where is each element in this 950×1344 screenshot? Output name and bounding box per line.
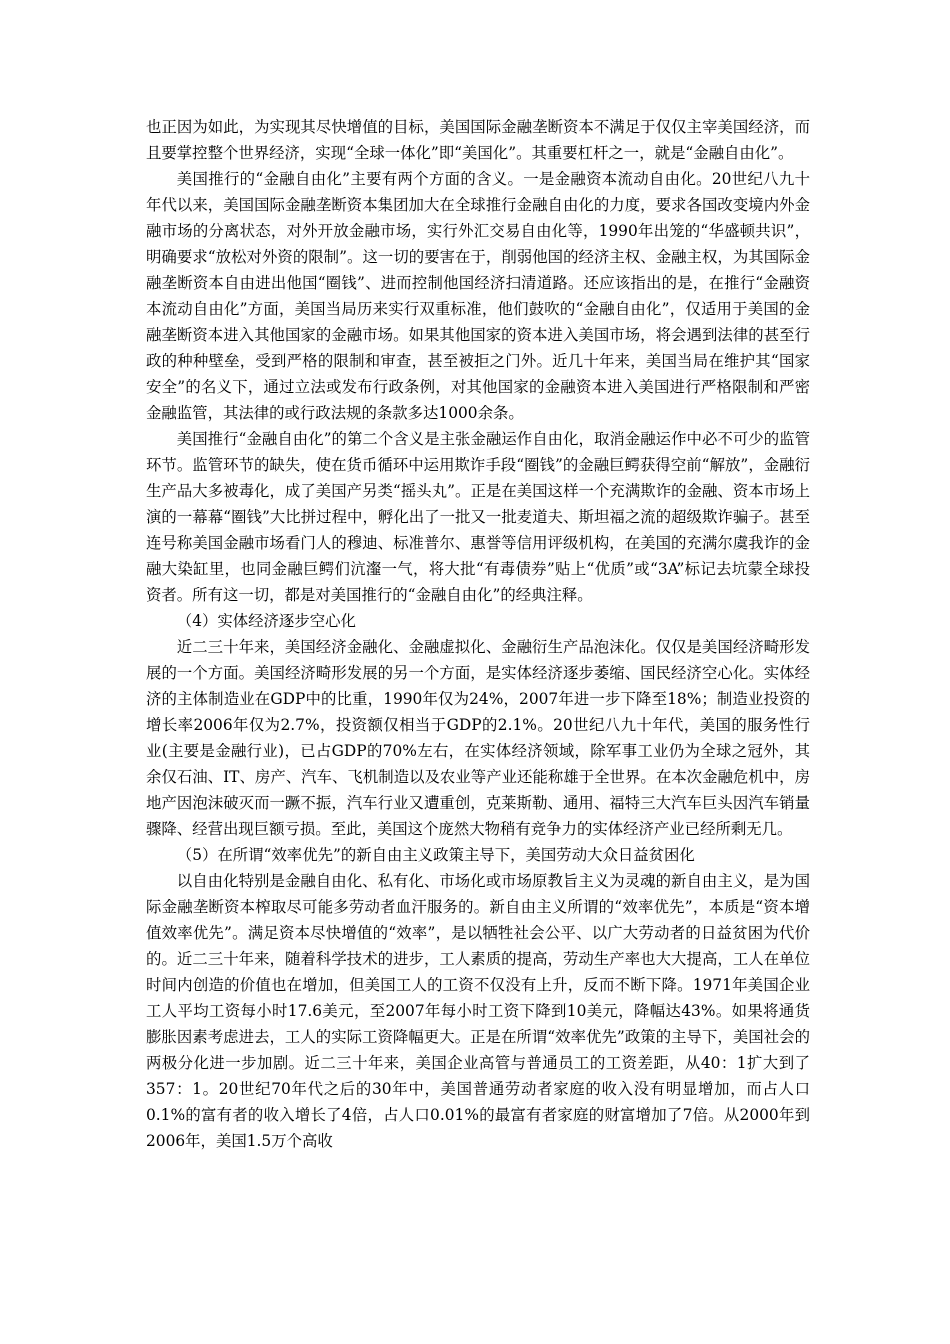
section-heading-5: （5）在所谓“效率优先”的新自由主义政策主导下，美国劳动大众日益贫困化 xyxy=(176,846,695,864)
paragraph-financial-operation-liberalization: 美国推行“金融自由化”的第二个含义是主张金融运作自由化，取消金融运作中必不可少的监管环节。监管环节的缺失，使在货币循环中运用欺诈手段“圈钱”的金融巨鳄获得空前“解放”，金融衍生产品大多被毒化，成了美国产另类“摇头丸”。正是在美国这样一个充满欺诈的金融、资本市场上演的一幕幕“圈钱”大比拼过程中，孵化出了一批又一批麦道夫、斯坦福之流的超级欺诈骗子。甚至连号称美国金融市场看门人的穆迪、标准普尔、惠誉等信用评级机构，在美国的充满尔虞我诈的金融大染缸里，也同金融巨鳄们沆瀣一气，将大批“有毒债券”贴上“优质”或“3A”标记去坑蒙全球投资者。所有这一切，都是对美国推行的“金融自由化”的经典注释。 xyxy=(146,430,810,604)
document-body xyxy=(146,114,810,1154)
paragraph-impoverishment: 以自由化特别是金融自由化、私有化、市场化或市场原教旨主义为灵魂的新自由主义，是为国际金融垄断资本榨取尽可能多劳动者血汗服务的。新自由主义所谓的“效率优先”，本质是“资本增值效率优先”。满足资本尽快增值的“效率”，是以牺牲社会公平、以广大劳动者的日益贫困为代价的。近二三十年来，随着科学技术的进步，工人素质的提高，劳动生产率也大大提高，工人在单位时间内创造的价值也在增加，但美国工人的工资不仅没有上升，反而不断下降。1971年美国企业工人平均工资每小时17.6美元，至2007年每小时工资下降到10美元，降幅达43%。如果将通货膨胀因素考虑进去，工人的实际工资降幅更大。正是在所谓“效率优先”政策的主导下，美国社会的两极分化进一步加剧。近二三十年来，美国企业高管与普通员工的工资差距，从40：1扩大到了357：1。20世纪70年代之后的30年中，美国普通劳动者家庭的收入没有明显增加，而占人口0.1%的富有者的收入增长了4倍，占人口0.01%的最富有者家庭的财富增加了7倍。从2000年到2006年，美国1.5万个高收 xyxy=(146,872,810,1150)
section-heading-4: （4）实体经济逐步空心化 xyxy=(176,612,356,630)
paragraph-continuation: 也正因为如此，为实现其尽快增值的目标，美国国际金融垄断资本不满足于仅仅主宰美国经济，而且要掌控整个世界经济，实现“全球一体化”即“美国化”。其重要杠杆之一，就是“金融自由化”。 xyxy=(146,118,810,162)
paragraph-hollowing-out: 近二三十年来，美国经济金融化、金融虚拟化、金融衍生产品泡沫化。仅仅是美国经济畸形发展的一个方面。美国经济畸形发展的另一个方面，是实体经济逐步萎缩、国民经济空心化。实体经济的主体制造业在GDP中的比重，1990年仅为24%，2007年进一步下降至18%；制造业投资的增长率2006年仅为2.7%，投资额仅相当于GDP的2.1%。20世纪八九十年代，美国的服务性行业(主要是金融行业)，已占GDP的70%左右，在实体经济领域，除军事工业仍为全球之冠外，其余仅石油、IT、房产、汽车、飞机制造以及农业等产业还能称雄于全世界。在本次金融危机中，房地产因泡沫破灭而一蹶不振，汽车行业又遭重创，克莱斯勒、通用、福特三大汽车巨头因汽车销量骤降、经营出现巨额亏损。至此，美国这个庞然大物稍有竞争力的实体经济产业已经所剩无几。 xyxy=(146,638,810,838)
paragraph-financial-liberalization-meaning: 美国推行的“金融自由化”主要有两个方面的含义。一是金融资本流动自由化。20世纪八九十年代以来，美国国际金融垄断资本集团加大在全球推行金融自由化的力度，要求各国改变境内外金融市场的分离状态，对外开放金融市场，实行外汇交易自由化等，1990年出笼的“华盛顿共识”，明确要求“放松对外资的限制”。这一切的要害在于，削弱他国的经济主权、金融主权，为其国际金融垄断资本自由进出他国“圈钱”、进而控制他国经济扫清道路。还应该指出的是，在推行“金融资本流动自由化”方面，美国当局历来实行双重标准，他们鼓吹的“金融自由化”，仅适用于美国的金融垄断资本进入其他国家的金融市场。如果其他国家的资本进入美国市场，将会遇到法律的甚至行政的种种壁垒，受到严格的限制和审查，甚至被拒之门外。近几十年来，美国当局在维护其“国家安全”的名义下，通过立法或发布行政条例，对其他国家的金融资本进入美国进行严格限制和严密金融监管，其法律的或行政法规的条款多达1000余条。 xyxy=(146,170,810,422)
